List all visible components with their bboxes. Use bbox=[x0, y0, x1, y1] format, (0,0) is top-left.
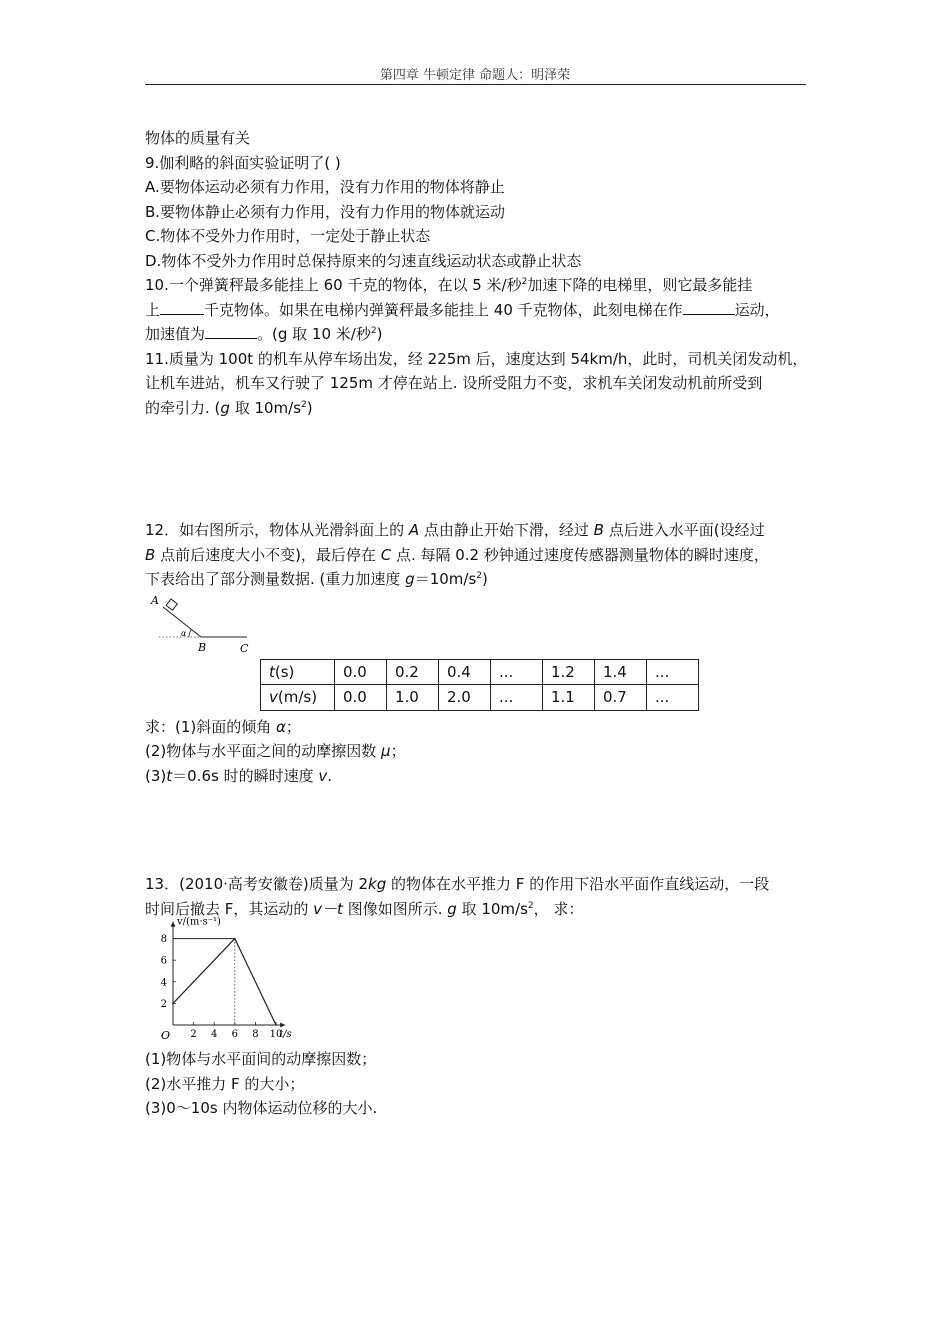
row-header-v bbox=[261, 685, 335, 711]
answer-blank bbox=[160, 298, 204, 315]
q13-text: 图像如图所示. bbox=[342, 899, 448, 918]
x-tick-label: 8 bbox=[252, 1029, 259, 1040]
incline-diagram bbox=[149, 595, 249, 655]
table-cell: 0.7 bbox=[595, 685, 647, 711]
unit: (m/s) bbox=[277, 688, 318, 706]
q12-text: ； bbox=[285, 717, 301, 736]
q10-exp: 2 bbox=[370, 326, 377, 336]
var-v: v bbox=[318, 766, 328, 785]
table-cell: 1.4 bbox=[595, 659, 647, 685]
x-tick-label: 4 bbox=[211, 1029, 218, 1040]
q12-ask1 bbox=[145, 715, 815, 740]
answer-blank bbox=[683, 298, 735, 315]
q12-text: ＝10m/s bbox=[414, 570, 477, 588]
q12-text: 求：(1)斜面的倾角 bbox=[145, 717, 277, 736]
q10-text: 加速值为 bbox=[145, 325, 206, 343]
q13-exp: 2 bbox=[527, 900, 534, 911]
q11-exp: 2 bbox=[301, 399, 307, 410]
x-axis-label: t/s bbox=[279, 1029, 292, 1040]
var-A: A bbox=[408, 521, 420, 539]
q10-text: 10.一个弹簧秤最多能挂上 60 千克的物体，在以 5 米/秒 bbox=[145, 276, 522, 294]
data-point bbox=[172, 1003, 174, 1005]
unit-kg: kg bbox=[368, 875, 387, 893]
answer-blank bbox=[205, 322, 257, 339]
vt-graph-layer bbox=[161, 917, 292, 1042]
var-g: g bbox=[220, 398, 230, 417]
table-cell: 0.4 bbox=[439, 659, 491, 685]
q12-text: (2)物体与水平面之间的动摩擦因数 bbox=[145, 742, 382, 760]
q10-text: ) bbox=[376, 325, 383, 343]
q13-ask2: (2)水平推力 F 的大小； bbox=[145, 1074, 305, 1093]
q10-line1 bbox=[145, 273, 815, 298]
q10-text: 千克物体。如果在电梯内弹簧秤最多能挂上 40 千克物体，此刻电梯在作 bbox=[204, 300, 683, 319]
q12-line1 bbox=[145, 518, 815, 543]
var-vt: v－t bbox=[313, 899, 343, 918]
label-alpha: α bbox=[181, 628, 187, 638]
table-cell: 1.2 bbox=[543, 659, 595, 685]
q12-text: ； bbox=[390, 742, 406, 760]
origin-label: O bbox=[161, 1029, 171, 1042]
q12-text: ＝0.6s 时的瞬时速度 bbox=[172, 766, 319, 785]
table-cell: 2.0 bbox=[439, 685, 491, 711]
q10-line3 bbox=[145, 322, 815, 347]
q12-text: (3) bbox=[145, 766, 167, 785]
q9-stem: 9.伽利略的斜面实验证明了( ) bbox=[145, 153, 341, 172]
measurement-table bbox=[260, 659, 699, 711]
answer-space bbox=[145, 788, 815, 872]
q13-line1 bbox=[145, 872, 815, 897]
q11-text: 的牵引力. ( bbox=[145, 398, 221, 417]
table-cell: ... bbox=[647, 685, 699, 711]
q12-text: 点前后速度大小不变)，最后停在 bbox=[155, 545, 381, 564]
var-v: v bbox=[269, 688, 278, 706]
q12-text: . bbox=[327, 766, 333, 785]
table-cell: 0.2 bbox=[387, 659, 439, 685]
q12-text: 点. 每隔 0.2 秒钟通过速度传感器测量物体的瞬时速度， bbox=[391, 545, 769, 564]
answer-space bbox=[145, 420, 815, 518]
x-axis-arrow bbox=[280, 1023, 285, 1028]
q12-text: 点后进入水平面(设经过 bbox=[603, 521, 765, 539]
q13-line2 bbox=[145, 897, 815, 922]
y-tick-label: 6 bbox=[160, 955, 167, 967]
var-alpha: α bbox=[276, 717, 286, 736]
row-header-t bbox=[261, 659, 335, 685]
var-t: t bbox=[269, 662, 275, 681]
q12-text: 下表给出了部分测量数据. (重力加速度 bbox=[145, 570, 406, 588]
q13-text: 的物体在水平推力 F 的作用下沿水平面作直线运动，一段 bbox=[386, 875, 770, 893]
q13-ask1: (1)物体与水平面间的动摩擦因数； bbox=[145, 1050, 377, 1068]
q12-text: 12．如右图所示，物体从光滑斜面上的 bbox=[145, 521, 409, 539]
q13-text: 时间后撤去 F，其运动的 bbox=[145, 899, 314, 918]
data-point bbox=[275, 1024, 277, 1026]
var-t: t bbox=[166, 766, 173, 785]
var-g: g bbox=[447, 899, 457, 918]
page-header: 第四章 牛顿定律 命题人：明泽荣 bbox=[379, 68, 571, 83]
q10-text: 。(g 取 10 米/秒 bbox=[257, 325, 371, 343]
block bbox=[166, 599, 177, 610]
q11-line1: 11.质量为 100t 的机车从停车场出发，经 225m 后，速度达到 54km/h，此时，司机关闭发动机， bbox=[145, 349, 808, 368]
table-cell: 0.0 bbox=[335, 659, 387, 685]
y-axis-label: v/(m·s⁻¹) bbox=[177, 916, 221, 928]
q11-text: 取 10m/s bbox=[229, 398, 302, 417]
vt-graph bbox=[145, 916, 315, 1045]
q12-line3 bbox=[145, 567, 815, 592]
series-line bbox=[173, 939, 276, 1025]
q10-text: 运动， bbox=[734, 300, 780, 319]
var-C: C bbox=[380, 545, 392, 564]
q9-option-d: D.物体不受外力作用时总保持原来的匀速直线运动状态或静止状态 bbox=[145, 251, 582, 270]
table-cell: ... bbox=[491, 685, 543, 711]
q11-text: ) bbox=[306, 398, 313, 417]
table-cell: ... bbox=[491, 659, 543, 685]
label-B: B bbox=[198, 640, 207, 654]
x-tick-label: 6 bbox=[231, 1029, 238, 1040]
var-g: g bbox=[405, 570, 415, 588]
y-tick-label: 8 bbox=[160, 934, 167, 946]
q11-line3 bbox=[145, 396, 815, 421]
q12-exp: 2 bbox=[476, 571, 483, 581]
q8-tail: 物体的质量有关 bbox=[145, 129, 251, 147]
q13-text: 取 10m/s bbox=[456, 899, 528, 918]
q9-option-b: B.要物体静止必须有力作用，没有力作用的物体就运动 bbox=[145, 202, 506, 221]
q12-ask3 bbox=[145, 764, 815, 789]
y-tick-label: 4 bbox=[160, 977, 167, 989]
label-A: A bbox=[151, 593, 159, 607]
data-point bbox=[234, 938, 236, 940]
q10-line2 bbox=[145, 298, 815, 323]
q9-option-c: C.物体不受外力作用时，一定处于静止状态 bbox=[145, 227, 431, 245]
x-tick-label: 10 bbox=[269, 1029, 283, 1040]
y-tick-label: 2 bbox=[160, 998, 167, 1010]
q10-text: 上 bbox=[145, 300, 161, 319]
y-axis-arrow bbox=[171, 922, 176, 927]
q11-line2: 让机车进站，机车又行驶了 125m 才停在站上. 设所受阻力不变，求机车关闭发动机前所受到 bbox=[145, 374, 763, 392]
table-cell: ... bbox=[647, 659, 699, 685]
table-cell: 0.0 bbox=[335, 685, 387, 711]
angle-arc bbox=[189, 629, 192, 637]
q12-line2 bbox=[145, 543, 815, 568]
x-tick-label: 2 bbox=[190, 1029, 197, 1040]
var-mu: μ bbox=[381, 742, 391, 760]
q12-text: 点由静止开始下滑，经过 bbox=[419, 521, 594, 539]
q13-text: 13．(2010·高考安徽卷)质量为 2 bbox=[145, 875, 369, 893]
label-C: C bbox=[240, 641, 249, 655]
header-rule bbox=[145, 84, 806, 85]
q12-text: ) bbox=[482, 570, 488, 588]
document-body bbox=[145, 126, 815, 1121]
table-cell: 1.1 bbox=[543, 685, 595, 711]
q10-exp: 2 bbox=[521, 277, 528, 287]
q13-ask3: (3)0～10s 内物体运动位移的大小. bbox=[145, 1099, 378, 1117]
var-B: B bbox=[593, 521, 604, 539]
table-row bbox=[261, 685, 699, 711]
table-cell: 1.0 bbox=[387, 685, 439, 711]
var-B: B bbox=[145, 545, 156, 564]
q9-option-a: A.要物体运动必须有力作用，没有力作用的物体将静止 bbox=[145, 178, 505, 196]
q10-text: 加速下降的电梯里，则它最多能挂 bbox=[527, 276, 753, 294]
unit: (s) bbox=[274, 662, 295, 681]
table-row bbox=[261, 659, 699, 685]
q13-text: ， 求： bbox=[533, 899, 584, 918]
q12-ask2 bbox=[145, 739, 815, 764]
